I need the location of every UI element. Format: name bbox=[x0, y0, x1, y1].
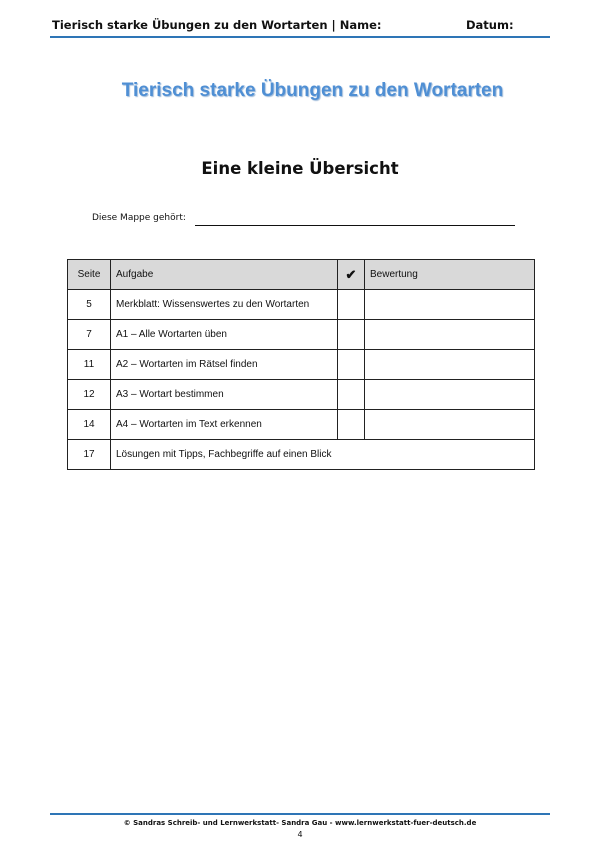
row-page: 17 bbox=[68, 440, 111, 470]
row-task: Merkblatt: Wissenswertes zu den Wortarten bbox=[111, 290, 338, 320]
table-header-row bbox=[68, 260, 535, 290]
page-number: 4 bbox=[297, 830, 303, 839]
owner-label: Diese Mappe gehört: bbox=[92, 213, 186, 223]
footer-credit: © Sandras Schreib- und Lernwerkstatt- Sandra Gau - www.lernwerkstatt-fuer-deutsch.de bbox=[123, 819, 477, 827]
header-check-icon: ✔ bbox=[338, 260, 365, 290]
row-task: A4 – Wortarten im Text erkennen bbox=[111, 410, 338, 440]
header-rating: Bewertung bbox=[365, 260, 535, 290]
owner-name-line[interactable] bbox=[195, 225, 515, 226]
row-task: A2 – Wortarten im Rätsel finden bbox=[111, 350, 338, 380]
document-title: Tierisch starke Übungen zu den Wortarten bbox=[121, 80, 504, 101]
table-row bbox=[68, 290, 535, 320]
row-page: 7 bbox=[68, 320, 111, 350]
row-rating-cell[interactable] bbox=[365, 380, 535, 410]
header-page: Seite bbox=[68, 260, 111, 290]
row-rating-cell[interactable] bbox=[365, 410, 535, 440]
row-rating-cell[interactable] bbox=[365, 350, 535, 380]
row-page: 12 bbox=[68, 380, 111, 410]
header-title: Tierisch starke Übungen zu den Wortarten | Name: bbox=[52, 18, 382, 32]
table-row bbox=[68, 380, 535, 410]
owner-row bbox=[92, 213, 522, 229]
row-task: A1 – Alle Wortarten üben bbox=[111, 320, 338, 350]
page-subtitle: Eine kleine Übersicht bbox=[201, 159, 399, 178]
row-rating-cell[interactable] bbox=[365, 290, 535, 320]
row-check-cell[interactable] bbox=[338, 290, 365, 320]
row-page: 5 bbox=[68, 290, 111, 320]
row-page: 11 bbox=[68, 350, 111, 380]
table-row bbox=[68, 320, 535, 350]
row-check-cell[interactable] bbox=[338, 320, 365, 350]
header-task: Aufgabe bbox=[111, 260, 338, 290]
header-date-label: Datum: bbox=[466, 18, 514, 32]
overview-table bbox=[67, 259, 535, 470]
table-row bbox=[68, 440, 535, 470]
table-row bbox=[68, 410, 535, 440]
row-task: A3 – Wortart bestimmen bbox=[111, 380, 338, 410]
row-check-cell[interactable] bbox=[338, 350, 365, 380]
row-check-cell[interactable] bbox=[338, 380, 365, 410]
row-rating-cell[interactable] bbox=[365, 320, 535, 350]
row-check-cell[interactable] bbox=[338, 410, 365, 440]
table-row bbox=[68, 350, 535, 380]
row-task: Lösungen mit Tipps, Fachbegriffe auf einen Blick bbox=[111, 440, 535, 470]
page-footer bbox=[50, 813, 550, 839]
page-header bbox=[50, 14, 550, 38]
row-page: 14 bbox=[68, 410, 111, 440]
